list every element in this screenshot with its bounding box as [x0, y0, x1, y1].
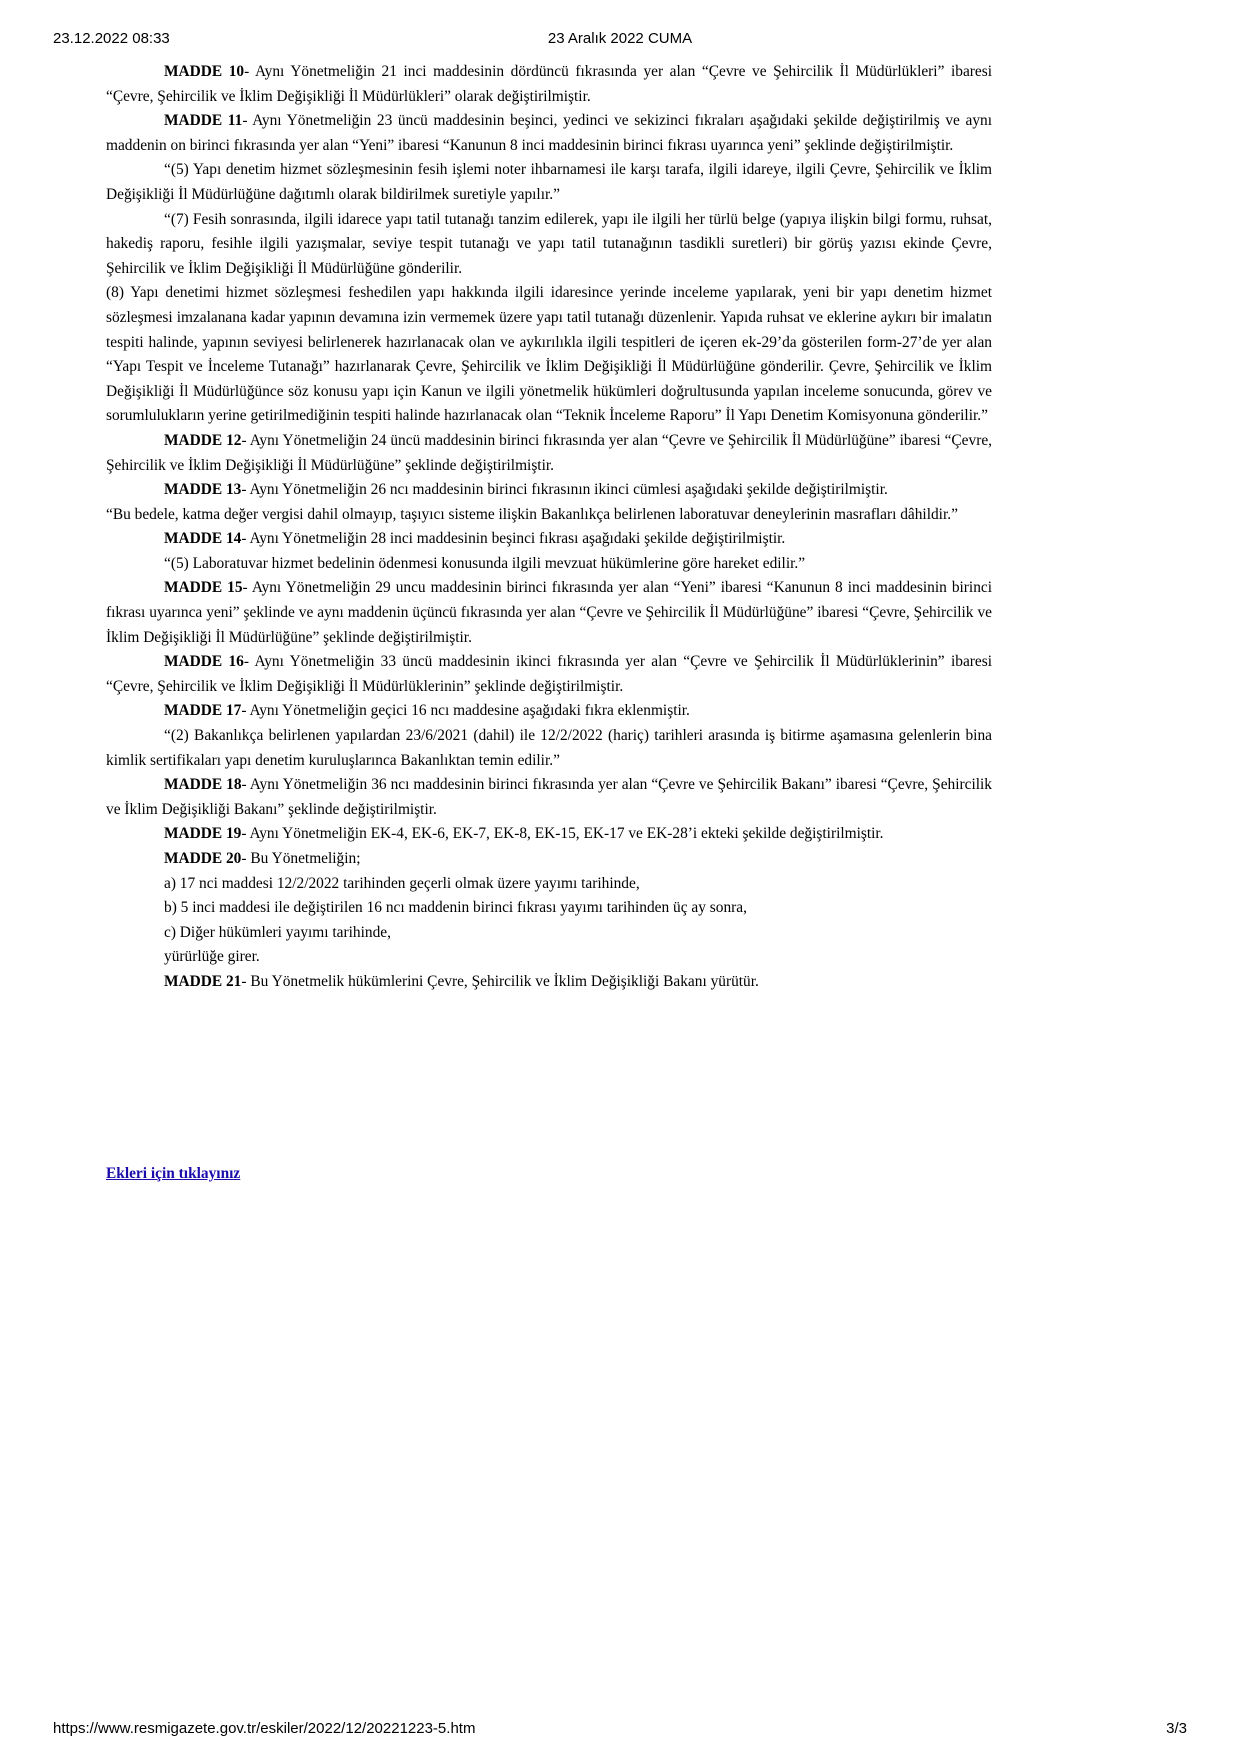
article-text: - Bu Yönetmeliğin; [241, 850, 361, 867]
article-text: - Aynı Yönetmeliğin 29 uncu maddesinin birinci fıkrasında yer alan “Yeni” ibaresi “Kanunun 8 inci maddesinin birinci fıkrası uyarınca yeni” şeklinde ve aynı maddenin üçüncü fıkrasında yer alan “Çevre ve Şehircilik İl Müdürlüğüne” ibaresi “Çevre, Şehircilik ve İklim Değişikliği İl Müdürlüğüne” şeklinde değiştirilmiştir. [106, 579, 992, 646]
article-text: “(7) Fesih sonrasında, ilgili idarece yapı tatil tutanağı tanzim edilerek, yapı ile ilgili her türlü belge (yapıya ilişkin bilgi formu, ruhsat, hakediş raporu, fesihle ilgili yazışmalar, seviye tespit tutanağı ve yapı tatil tutanağının tasdikli suretleri) bir görüş yazısı ekinde Çevre, Şehircilik ve İklim Değişikliği İl Müdürlüğüne gönderilir. [106, 210, 992, 277]
article-paragraph [106, 650, 992, 699]
article-label: MADDE 20 [164, 850, 242, 867]
annex-link[interactable]: Ekleri için tıklayınız [106, 1165, 241, 1182]
page-number: 3/3 [1166, 1720, 1187, 1737]
article-text: - Bu Yönetmelik hükümlerini Çevre, Şehircilik ve İklim Değişikliği Bakanı yürütür. [241, 972, 759, 990]
article-text: - Aynı Yönetmeliğin EK-4, EK-6, EK-7, EK-8, EK-15, EK-17 ve EK-28’i ekteki şekilde değiştirilmiştir. [241, 825, 884, 843]
article-text-paragraph [106, 208, 992, 282]
article-paragraph [106, 60, 992, 109]
article-text: c) Diğer hükümleri yayımı tarihinde, [164, 923, 391, 941]
article-paragraph [106, 109, 992, 158]
article-text: “(2) Bakanlıkça belirlenen yapılardan 23/6/2021 (dahil) ile 12/2/2022 (hariç) tarihleri arasında iş bitirme aşamasına gelenlerin bina kimlik sertifikaları yapı denetim kuruluşlarınca Bakanlıktan temin edilir.” [106, 727, 992, 769]
regulation-body [106, 60, 992, 995]
article-label: MADDE 18 [164, 776, 242, 794]
article-text-paragraph [106, 552, 992, 577]
article-text-paragraph [106, 872, 992, 897]
article-text-paragraph [106, 921, 992, 946]
article-paragraph [106, 576, 992, 650]
article-text: - Aynı Yönetmeliğin geçici 16 ncı maddesine aşağıdaki fıkra eklenmiştir. [241, 702, 690, 720]
article-text: - Aynı Yönetmeliğin 26 ncı maddesinin birinci fıkrasının ikinci cümlesi aşağıdaki şekilde değiştirilmiştir. [241, 481, 888, 499]
article-text: yürürlüğe girer. [164, 948, 260, 966]
article-paragraph [106, 773, 992, 822]
article-label: MADDE 21 [164, 972, 242, 990]
article-paragraph [106, 429, 992, 478]
article-text: - Aynı Yönetmeliğin 33 üncü maddesinin ikinci fıkrasında yer alan “Çevre ve Şehircilik İl Müdürlüklerinin” ibaresi “Çevre, Şehircilik ve İklim Değişikliği İl Müdürlüklerinin” şeklinde değiştirilmiştir. [106, 653, 993, 695]
article-label: MADDE 19 [164, 825, 242, 843]
page-url: https://www.resmigazete.gov.tr/eskiler/2022/12/20221223-5.htm [53, 1720, 476, 1737]
article-paragraph [106, 822, 992, 847]
article-paragraph [106, 478, 992, 503]
article-label: MADDE 12 [164, 431, 242, 449]
gazette-date: 23 Aralık 2022 CUMA [547, 30, 693, 47]
article-label: MADDE 14 [164, 530, 242, 548]
article-text-paragraph [106, 503, 992, 528]
article-text-paragraph [106, 896, 992, 921]
article-text: - Aynı Yönetmeliğin 36 ncı maddesinin birinci fıkrasında yer alan “Çevre ve Şehircilik Bakanı” ibaresi “Çevre, Şehircilik ve İklim Değişikliği Bakanı” şeklinde değiştirilmiştir. [106, 776, 992, 818]
article-text-paragraph [106, 158, 992, 207]
article-text-paragraph [106, 281, 992, 429]
print-datetime: 23.12.2022 08:33 [53, 30, 170, 47]
article-text-paragraph [106, 724, 992, 773]
article-label: MADDE 13 [164, 481, 242, 499]
article-text: - Aynı Yönetmeliğin 21 inci maddesinin dördüncü fıkrasında yer alan “Çevre ve Şehircilik İl Müdürlükleri” ibaresi “Çevre, Şehircilik ve İklim Değişikliği İl Müdürlükleri” olarak değiştirilmiştir. [106, 63, 993, 105]
article-text: - Aynı Yönetmeliğin 23 üncü maddesinin beşinci, yedinci ve sekizinci fıkraları aşağıdaki şekilde değiştirilmiş ve aynı maddenin on birinci fıkrasında yer alan “Yeni” ibaresi “Kanunun 8 inci maddesinin birinci fıkrası uyarınca yeni” şeklinde değiştirilmiştir. [106, 112, 992, 154]
article-label: MADDE 10 [164, 63, 245, 80]
article-label: MADDE 15 [164, 579, 243, 597]
article-paragraph [106, 847, 992, 872]
article-label: MADDE 16 [164, 653, 244, 671]
article-text: “Bu bedele, katma değer vergisi dahil olmayıp, taşıyıcı sisteme ilişkin Bakanlıkça belirlenen laboratuvar deneylerinin masrafları dâhildir.” [106, 505, 958, 523]
article-text: (8) Yapı denetimi hizmet sözleşmesi feshedilen yapı hakkında ilgili idaresince yerinde inceleme yapılarak, yeni bir yapı denetim hizmet sözleşmesi imzalanana kadar yapının devamına izin vermemek üzere yapı tatil tutanağı düzenlenir. Yapıda ruhsat ve eklerine aykırı bir imalatın tespiti halinde, yapının seviyesi belirlenerek hazırlanacak olan ve aykırılıkla ilgili tespitleri de içeren ek-29’da gösterilen form-27’de yer alan “Yapı Tespit ve İnceleme Tutanağı” hazırlanarak Çevre, Şehircilik ve İklim Değişikliği İl Müdürlüğüne gönderilir. Çevre, Şehircilik ve İklim Değişikliği İl Müdürlüğünce söz konusu yapı için Kanun ve ilgili yönetmelik hükümleri doğrultusunda yapılan inceleme sonucunda, görev ve sorumlulukların yerine getirilmediğinin tespiti halinde hazırlanacak olan “Teknik İnceleme Raporu” İl Yapı Denetim Komisyonuna gönderilir.” [106, 284, 992, 425]
article-paragraph [106, 699, 992, 724]
article-text: a) 17 nci maddesi 12/2/2022 tarihinden geçerli olmak üzere yayımı tarihinde, [164, 874, 640, 892]
article-text: b) 5 inci maddesi ile değiştirilen 16 ncı maddenin birinci fıkrası yayımı tarihinden üç ay sonra, [164, 899, 747, 917]
article-paragraph [106, 970, 992, 995]
article-text: - Aynı Yönetmeliğin 24 üncü maddesinin birinci fıkrasında yer alan “Çevre ve Şehircilik İl Müdürlüğüne” ibaresi “Çevre, Şehircilik ve İklim Değişikliği İl Müdürlüğüne” şeklinde değiştirilmiştir. [106, 431, 993, 474]
article-text-paragraph [106, 945, 992, 970]
article-paragraph [106, 527, 992, 552]
article-text: “(5) Yapı denetim hizmet sözleşmesinin fesih işlemi noter ihbarnamesi ile karşı tarafa, ilgili idareye, ilgili Çevre, Şehircilik ve İklim Değişikliği İl Müdürlüğüne dağıtımlı olarak bildirilmek suretiyle yapılır.” [106, 161, 992, 203]
article-text: - Aynı Yönetmeliğin 28 inci maddesinin beşinci fıkrası aşağıdaki şekilde değiştirilmiştir. [241, 530, 786, 548]
article-text: “(5) Laboratuvar hizmet bedelinin ödenmesi konusunda ilgili mevzuat hükümlerine göre hareket edilir.” [164, 554, 806, 572]
article-label: MADDE 11 [164, 112, 243, 130]
article-label: MADDE 17 [164, 702, 242, 720]
